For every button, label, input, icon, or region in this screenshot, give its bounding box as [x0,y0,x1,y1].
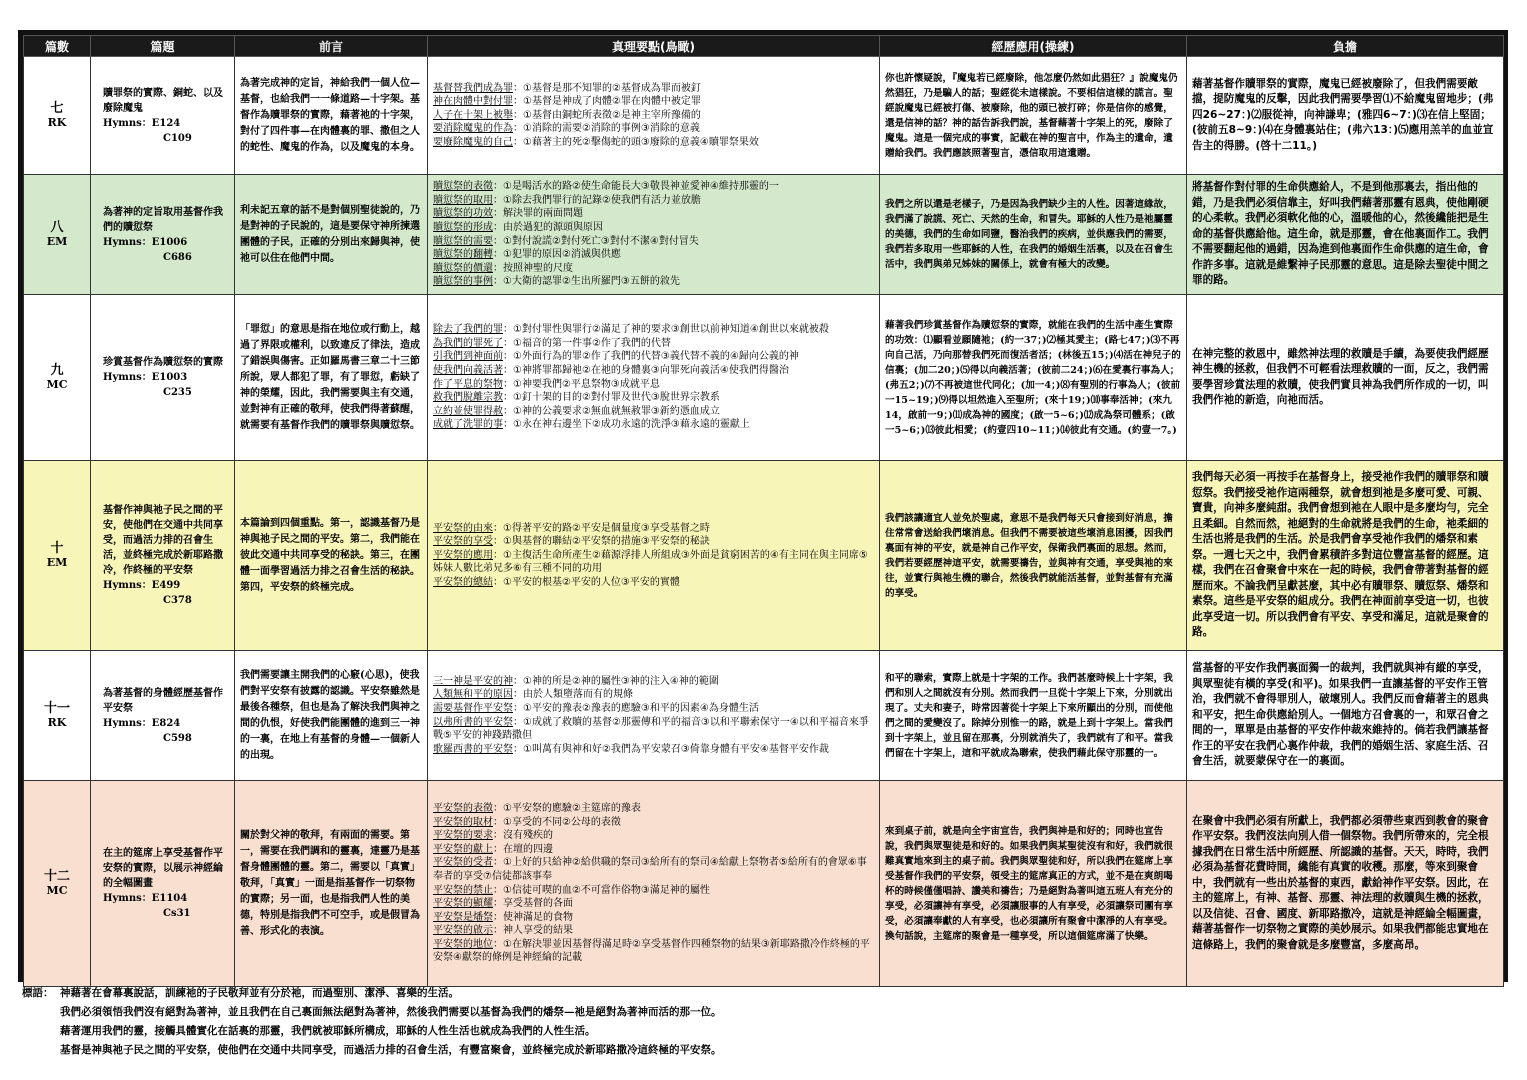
truth-point-key: 人類無和平的原因 [433,689,513,701]
truth-point [433,136,874,150]
truth-point-value: ：①藉著主的死②擊傷蛇的頭③廢除的意義④贖罪祭果效 [513,136,759,148]
truth-point [433,323,874,337]
truth-point-key: 以弗所書的平安祭 [433,716,513,728]
truth-point-value: ：①大衛的認罪②生出所羅門③五餅的敘先 [493,276,680,288]
message-title: 為著神的定旨取用基督作我們的贖愆祭 [103,206,223,233]
message-number [24,781,91,987]
slogan-line-2: 我們必須領悟我們沒有絕對為著神，並且我們在自己裏面無法絕對為著神，然後我們需要以基督為我們的燔祭—祂是絕對為著神而活的那一位。 [60,1006,722,1018]
application-text: 你也許懷疑說，『魔鬼若已經廢除，他怎麼仍然如此猖狂？』說魔鬼仍然猖狂，乃是騙人的話；聖經從未這樣說。不要相信這樣的謊言。聖經說魔鬼已經被打傷、被廢除，他的頭已被打碎；你是信你的感覺，還是信神的話？神的話告訴我們說，基督藉著十字架上的死，廢除了魔鬼。這是一個完成的事實，記載在神的聖言中，作為主的遺命，遺贈給我們。我們應該照著聖言，憑信取用這遺贈。 [880,57,1187,175]
truth-point-value: ：①得著平安的路②平安是個量度③享受基督之時 [493,522,710,534]
speaker-abbr: MC [46,883,68,897]
truth-point-value: ：①神要我們②平息祭物③成就平息 [503,378,660,390]
truth-point-key: 贖愆祭的翻轉 [433,249,493,261]
outline-table-frame [18,30,1508,982]
truth-point [433,207,874,221]
truth-point-key: 需要基督作平安祭 [433,702,513,714]
truth-point-key: 成就了洗罪的事 [433,419,503,431]
message-number [24,57,91,175]
outline-table [23,35,1504,987]
hymn-english: Hymns：E499 [103,580,181,591]
burden-text: 將基督作對付罪的生命供應給人，不是到他那裏去，指出他的錯，乃是我們必須信靠主，好叫我們藉著那靈有恩典，使他剛硬的心柔軟。我們必須軟化他的心，溫暖他的心，然後纔能把是生命的基督供應給他。這生命，就是那靈，會在他裏面作工。我們不需要翻起他的過錯，因為進到他裏面作生命供應的這生命，會作許多事。這就是維繫神子民那靈的意思。這是除去聖徒中間之罪的路。 [1187,175,1504,295]
truth-points [428,295,880,461]
truth-point-key: 人子在十架上被舉 [433,109,513,121]
truth-point-value: ：①對付說謊②對付死亡③對付不潔④對付冒失 [493,235,699,247]
truth-point-key: 平安祭的總結 [433,576,493,588]
message-number-label: 十一 [43,700,70,716]
truth-point-value: ：①福音的第一件事②作了我們的代替 [503,337,671,349]
truth-point [433,535,874,549]
message-title: 在主的筵席上享受基督作平安祭的實際，以展示神經綸的全幅圖畫 [103,848,223,889]
preface-text: 本篇論到四個重點。第一，認識基督乃是神與祂子民之間的平安。第二，我們能在彼此交通中共同享受的秘訣。第三，在團體一面學習過活力排之召會生活的秘訣。第四，平安祭的終極完成。 [235,461,428,651]
truth-point [433,221,874,235]
truth-point-value: ：①與基督的聯結②平安祭的措施③平安祭的秘訣 [493,536,710,548]
message-title-cell [91,461,235,651]
speaker-abbr: RK [47,115,67,129]
truth-point [433,180,874,194]
truth-point-key: 作了平息的祭物 [433,378,503,390]
truth-point [433,235,874,249]
speaker-abbr: EM [46,234,68,248]
truth-point [433,549,874,576]
message-number [24,175,91,295]
hymn-english: Hymns：E824 [103,717,181,729]
truth-point-value: ：①成就了救贖的基督②那靈傳和平的福音③以和平聯索保守一④以和平福音來爭戰⑤平安的神踐踏撒但 [433,716,869,742]
preface-text: 我們需要讓主開我們的心竅(心思)，使我們對平安祭有披露的認識。平安祭雖然是最後各種祭，但也是為了解決我們與神之間的仇恨，好使我們能團體的進到三一神的一裏，在地上有基督的身體—一個新人的出現。 [235,651,428,781]
truth-point [433,856,874,883]
truth-point-key: 贖愆祭的事例 [433,276,493,288]
truth-point-key: 平安祭的地位 [433,938,493,950]
truth-point-value: ：使神滿足的食物 [493,911,573,923]
truth-point-value: ：①平安祭的應驗②主筵席的豫表 [493,802,641,814]
message-title-cell [91,57,235,175]
truth-point-key: 歌羅西書的平安祭 [433,743,513,755]
truth-point-value: ：①對付罪性與罪行②滿足了神的要求③創世以前神知道④創世以來就被殺 [503,324,829,336]
hymn-chinese: C686 [163,251,192,263]
truth-point-key: 平安祭的由來 [433,522,493,534]
header-row [24,36,1504,57]
truth-point-value: ：①基督是神成了肉體②罪在肉體中被定罪 [513,96,701,108]
truth-point-value: ：①神的所是②神的屬性③神的注入④神的範圍 [513,675,719,687]
truth-point-value: ：①主復活生命所產生②藉源浮排人所組成③外面是貧窮困苦的④有主同在與主同席⑤姊妹人數比弟兄多⑥有三種不同的功用 [433,549,868,575]
application-text: 藉著我們珍賞基督作為贖愆祭的實際，就能在我們的生活中產生實際的功效：⑴顯看並願隨祂；(約一37；)⑵極其愛主；(路七47；)⑶不再向自己活，乃向那替我們死而復活者活；(林後五15；)⑷活在神兒子的信裏；(加二20；)⑸得以向義活著；(彼前二24；)⑹在愛裏行事為人；(弗五2；)⑺不再被這世代同化；(加一4；)⑻有聖別的行事為人；(彼前一15~19；)⑼得以坦然進入至聖所；(來十19；)⑽事奉活神；(來九14，啟前一9；)⑾成為神的國度；(啟一5~6；)⑿成為祭司體系；(啟一5~6；)⒀彼此相愛；(約壹四10~11；)⒁彼此有交通。(約壹一7。) [880,295,1187,461]
truth-point-key: 平安祭的啟示 [433,925,493,937]
truth-point [433,897,874,911]
truth-point-value: ：享受基督的各面 [493,898,573,910]
header-title: 篇題 [91,36,235,57]
outline-row [24,57,1504,175]
message-title: 贖罪祭的實際、銅蛇、以及廢除魔鬼 [103,87,223,114]
truth-point [433,911,874,925]
hymn-english: Hymns：E1104 [103,893,188,904]
truth-point-key: 要廢除魔鬼的自己 [433,136,513,148]
truth-point [433,938,874,965]
truth-point-key: 平安祭的獻上 [433,843,493,855]
slogan-line-4: 基督是神與祂子民之間的平安祭，使他們在交通中共同享受，而過活力排的召會生活，有豐富聚會，並終極完成於新耶路撒冷這終極的平安祭。 [60,1044,722,1056]
truth-point [433,924,874,938]
truth-points [428,651,880,781]
truth-point-key: 贖愆祭的取用 [433,194,493,206]
truth-point-value: ：在壇的四邊 [493,843,553,855]
truth-point [433,95,874,109]
truth-point-key: 平安祭的受者 [433,857,493,869]
truth-point [433,418,874,432]
hymn-english: Hymns：E124 [103,117,181,129]
truth-points [428,175,880,295]
truth-point-value: ：①是喝活水的路②使生命能長大③敬畏神並愛神④維持那靈的一 [493,181,779,193]
outline-row [24,781,1504,987]
truth-points [428,461,880,651]
truth-point [433,109,874,123]
application-text: 我們該讓適宜人並免於聖處，意思不是我們每天只會接到好消息，擔住常常會送給我們壞消息。但我們不需要被這些壞消息困擾，因我們裏面有神的平安，就是神自己作平安，保衛我們裏面的思想。然而，我們若要經歷神這平安，就需要禱告，並與神有交通，享受與祂的來往，並實行與祂生機的聯合，然後我們就能活基督，並對基督有充滿的享受。 [880,461,1187,651]
truth-point-value: ：①基督由銅蛇所表徵②是神主宰所豫備的 [513,109,701,121]
truth-point [433,82,874,96]
truth-point-key: 平安祭的禁止 [433,884,493,896]
truth-point-value: ：①信徒可喫的血②不可當作俗物③滿足神的屬性 [493,884,710,896]
slogan-line-3: 藉著運用我們的靈，接觸具體實化在話裏的那靈，我們就被耶穌所構成，耶穌的人性生活也就成為我們的人性生活。 [60,1025,596,1037]
truth-point-value: ：由於人類墮落而有的規條 [513,689,633,701]
truth-points [428,781,880,987]
truth-point-key: 贖愆祭的功效 [433,208,493,220]
preface-text: 為著完成神的定旨，神給我們一個人位—基督，也給我們一一條道路—十字架。基督作為贖罪祭的實際，藉著祂的十字架，對付了四件事—在肉體裏的罪、撒但之人的蛇性、魔鬼的作為，以及魔鬼的本身。 [235,57,428,175]
speaker-abbr: EM [46,555,68,569]
truth-point-value: ：①神將罪都歸祂②在祂的身體裏③向罪死向義活④使我們得醫治 [503,364,789,376]
truth-point-value: ：①永在神右邊坐下②成功永遠的洗淨③藉永遠的靈獻上 [503,419,750,431]
truth-point-value: ：①上好的只給神②給供職的祭司③給所有的祭司④給獻上祭物者⑤給所有的會眾⑥事奉者的享受⑦信徒都該事奉 [433,857,867,882]
truth-point [433,405,874,419]
message-title: 珍賞基督作為贖愆祭的實際 [103,357,223,368]
slogan-footer [22,984,1512,1060]
truth-point [433,364,874,378]
truth-point-key: 平安祭的應用 [433,549,493,561]
truth-point-key: 基督替我們成為罪 [433,82,513,94]
truth-point-key: 平安祭的取材 [433,816,493,828]
hymn-chinese: C378 [163,595,192,606]
burden-text: 在聚會中我們必須有所獻上，我們都必須帶些東西到教會的聚會作平安祭。我們沒法向別人借一個祭物。我們所帶來的，完全根據我們在日常生活中所經歷、所認識的基督。天天，時時，我們必須為基督花費時間，纔能有真實的收穫。那麼，等來到聚會中，我們就有一些出於基督的東西，獻給神作平安祭。因此，在主的筵席上，有神、基督、那靈、神法理的救贖與生機的拯救，以及信徒、召會、國度、新耶路撒冷，這就是神經綸全幅圖畫，藉著基督作一切祭物之實際的美妙展示。如果我們都能忠實地在這條路上，我們的聚會就是多麼豐富，多麼高昂。 [1187,781,1504,987]
truth-point-value: ：①平安的根基②平安的人位③平安的實體 [493,576,680,588]
message-title: 基督作神與祂子民之間的平安，使他們在交通中共同享受，而過活力排的召會生活，並終極完成於新耶路撒冷，作終極的平安祭 [103,505,223,576]
header-preface: 前言 [235,36,428,57]
truth-point [433,248,874,262]
truth-point-key: 平安祭是燔祭 [433,911,493,923]
hymn-chinese: C109 [163,132,192,144]
truth-point [433,884,874,898]
hymn-chinese: C235 [163,387,192,398]
truth-points [428,57,880,175]
application-text: 來到桌子前，就是向全宇宙宣告，我們與神是和好的；同時也宣告說，我們與眾聖徒是和好的。如果我們與某聖徒沒有和好，我們就很難真實地來到主的桌子前。我們與眾聖徒和好，所以我們在筵席上享受基督作我們的平安祭，領受主的筵席真正的方式，並不是在爽朗喝杯的時候僅僅唱詩、讚美和禱告；乃是絕對為著叫這五班人有充分的享受，必須讓神有享受，必須讓服事的人有享受，必須讓祭司團有享受，必須讓奉獻的人有享受，也必須讓所有聚會中潔淨的人有享受。換句話說，主筵席的聚會是一種享受，所以這個筵席滿了快樂。 [880,781,1187,987]
truth-point-key: 贖愆祭的價還 [433,262,493,274]
truth-point-value: ：神人享受的結果 [493,925,573,937]
truth-point-value: ：由於過犯的源頭與原因 [493,221,603,233]
message-title-cell [91,781,235,987]
truth-point-value: ：①消除的需要②消除的事例③消除的意義 [513,123,700,135]
truth-point [433,194,874,208]
truth-point-value: ：①外面行為的罪②作了我們的代替③義代替不義的④歸向公義的神 [503,351,799,363]
message-number-label: 十 [50,540,64,556]
hymn-english: Hymns：E1006 [103,236,188,248]
truth-point [433,675,874,689]
hymn-chinese: C598 [163,732,192,744]
truth-point [433,275,874,289]
truth-point-key: 除去了我們的罪 [433,324,503,336]
truth-point [433,522,874,536]
message-title-cell [91,651,235,781]
truth-point-key: 要消除魔鬼的作為 [433,123,513,135]
truth-point [433,337,874,351]
message-number [24,651,91,781]
truth-point [433,350,874,364]
burden-text: 當基督的平安作我們裏面獨一的裁判，我們就與神有縱的享受，與眾聖徒有橫的享受(和平)。如果我們一直讓基督的平安作王管治，我們就不會得罪別人，破壞別人。我們反而會藉著主的恩典和平安，把生命供應給別人。一個地方召會裏的一，和眾召會之間的一，單單是由基督的平安作仲裁來維持的。倘若我們讓基督作王的平安在我們心裏作仲裁，我們的婚姻生活、家庭生活、召會生活，就要蒙保守在一的裏面。 [1187,651,1504,781]
preface-text: 利未記五章的話不是對個別聖徒說的，乃是對神的子民說的，這是要保守神所揀選團體的子民，正確的分別出來歸與神，使祂可以住在他們中間。 [235,175,428,295]
message-title-cell [91,175,235,295]
truth-point-key: 贖愆祭的需要 [433,235,493,247]
truth-point-value: ：①除去我們罪行的記錄②使我們有活力並放膽 [493,194,701,206]
outline-row [24,651,1504,781]
slogan-label: 標語： [22,987,54,999]
application-text: 和平的聯索，實際上就是十字架的工作。我們甚麼時候上十字架，我們和別人之間就沒有分別。然而我們一旦從十字架上下來，分別就出現了。丈夫和妻子，時常因著從十字架上下來所顯出的分別，而使他們之間的愛變沒了。除掉分別惟一的路，就是上到十字架上。當我們到十字架上，並且留在那裏，分別就消失了，我們就有了和平。當我們留在十字架上，這和平就成為聯索，使我們藉此保守那靈的一。 [880,651,1187,781]
truth-point [433,262,874,276]
truth-point-key: 贖愆祭的表徵 [433,181,493,193]
truth-point-key: 立約並使罪得赦 [433,405,503,417]
truth-point [433,702,874,716]
truth-point [433,816,874,830]
header-number: 篇數 [24,36,91,57]
truth-point-value: ：按照神聖的尺度 [493,262,573,274]
truth-point [433,122,874,136]
truth-point-key: 使我們向義活著 [433,364,503,376]
truth-point-value: ：①犯罪的原因②消滅與供應 [493,249,621,261]
header-truth-points: 真理要點(鳥瞰) [428,36,880,57]
truth-point [433,378,874,392]
message-number-label: 七 [50,100,64,116]
truth-point-value: ：①平安的豫表②豫表的應驗③和平的因素④為身體生活 [513,702,759,714]
truth-point-value: ：①釘十架的目的②對付罪及世代③脫世界宗教系 [503,392,720,404]
preface-text: 「罪愆」的意思是指在地位或行動上，越過了界限或權利，以致違反了律法，造成了錯誤與傷害。正如羅馬書三章二十三節所說，眾人都犯了罪，有了罪愆，虧缺了神的榮耀，因此，我們需要與主有交通，並對神有正確的敬拜，使我們得著蘇醒，就需要有基督作我們的贖罪祭與贖愆祭。 [235,295,428,461]
outline-row [24,461,1504,651]
message-number [24,461,91,651]
speaker-abbr: MC [46,377,68,391]
preface-text: 關於對父神的敬拜，有兩面的需要。第一，需要在我們調和的靈裏，達靈乃是基督身體團體的靈。第二，需要以「真實」敬拜，「真實」一面是指基督作一切祭物的實際；另一面，也是指我們人性的美德，特別是指我們不可空手，或是假冒為善、形式化的表演。 [235,781,428,987]
burden-text: 藉著基督作贖罪祭的實際，魔鬼已經被廢除了，但我們需要敵擋，提防魔鬼的反擊，因此我們需要學習⑴不給魔鬼留地步；(弗四26~27：)⑵服從神，向神謙卑；(雅四6~7：)⑶在信上堅固；(彼前五8~9：)⑷在身體裏站住；(弗六13：)⑸應用羔羊的血並宣告主的得勝。(啓十二11。) [1187,57,1504,175]
hymn-chinese: Cs31 [163,908,191,919]
truth-point-key: 平安祭的享受 [433,536,493,548]
message-title: 為著基督的身體經歷基督作平安祭 [103,687,223,714]
truth-point [433,391,874,405]
burden-text: 在神完整的救恩中，雖然神法理的救贖是手續，為要使我們經歷神生機的拯救，但我們不可輕看法理救贖的一面，反之，我們需要學習珍賞法理的救贖，使我們實貝神為我們所作成的一切，叫我們作祂的新造，向祂而活。 [1187,295,1504,461]
truth-point [433,716,874,743]
hymn-english: Hymns：E1003 [103,372,188,383]
truth-point-value: ：①在解決罪並因基督得滿足時②享受基督作四種祭物的結果③新耶路撒冷作終極的平安祭④獻祭的條例是神經綸的記載 [433,938,870,964]
application-text: 我們之所以還是老樣子，乃是因為我們缺少主的人性。因著這緣故，我們滿了說謊、死亡、天然的生命，和冒失。耶穌的人性乃是祂屬靈的美德，我們的生命如同鹽，醫治我們的疾病，並供應我們的需要，我們若多取用一些耶穌的人性，在我們的婚姻生活裏，以及在召會生活中，我們與弟兄姊妹的關係上，就會有極大的改變。 [880,175,1187,295]
truth-point [433,802,874,816]
message-number-label: 九 [50,362,64,378]
truth-point-key: 救我們脫離宗教 [433,392,503,404]
truth-point-key: 平安祭的表徵 [433,802,493,814]
truth-point-value: ：①享受的不同②公母的表徵 [493,816,621,828]
truth-point-key: 平安祭的要求 [433,830,493,842]
truth-point-value: ：①神的公義要求②無血就無赦罪③新約憑血成立 [503,405,720,417]
slogan-line-1: 標語： 神藉著在會幕裏說話，訓練祂的子民敬拜並有分於祂，而過聖別、潔淨、喜樂的生活。 [22,984,1512,1003]
truth-point-value: ：①基督是那不知罪的②基督成為罪而被釘 [513,82,701,94]
truth-point-key: 引我們到神面前 [433,351,503,363]
burden-text: 我們每天必須一再按手在基督身上，接受祂作我們的贖罪祭和贖愆祭。我們接受祂作這兩種祭，就會想到祂是多麼可愛、可親、寶貴，向神多麼純甜。我們會想到祂在人眼中是多麼均勻，完全且柔細。自然而然，祂絕對的生命就將是我們的生命，祂柔細的生活也將是我們的生活。於是我們會享受祂作我們的燔祭和素祭。一週七天之中，我們會累積許多對這位豐富基督的經歷。這樣，我們在召會聚會中來在一起的時候，我們會帶著對基督的經歷而來。不論我們呈獻甚麼，其中必有贖罪祭、贖愆祭、燔祭和素祭。這些是平安祭的組成分。我們在神面前享受這一切，也彼此享受這一切。所以我們會有平安、享受和滿足，這就是聚會的路。 [1187,461,1504,651]
message-number-label: 八 [50,219,64,235]
message-title-cell [91,295,235,461]
truth-point [433,688,874,702]
message-number-label: 十二 [43,868,70,884]
speaker-abbr: RK [47,715,67,729]
truth-point-value: ：沒有殘疾的 [493,830,553,842]
truth-point-value: ：①叫萬有與神和好②我們為平安蒙召③倚靠身體有平安④基督平安作裁 [513,743,829,755]
truth-point [433,843,874,857]
truth-point-key: 平安祭的顯耀 [433,898,493,910]
truth-point-key: 神在肉體中對付罪 [433,96,513,108]
header-burden: 負擔 [1187,36,1504,57]
truth-point [433,576,874,590]
truth-point-value: ：解決罪的兩面問題 [493,208,583,220]
truth-point [433,743,874,757]
truth-point-key: 三一神是平安的神 [433,675,513,687]
truth-point [433,829,874,843]
outline-row [24,175,1504,295]
truth-point-key: 為我們的罪死了 [433,337,503,349]
truth-point-key: 贖愆祭的形成 [433,221,493,233]
message-number [24,295,91,461]
outline-row [24,295,1504,461]
header-application: 經歷應用(操練) [880,36,1187,57]
